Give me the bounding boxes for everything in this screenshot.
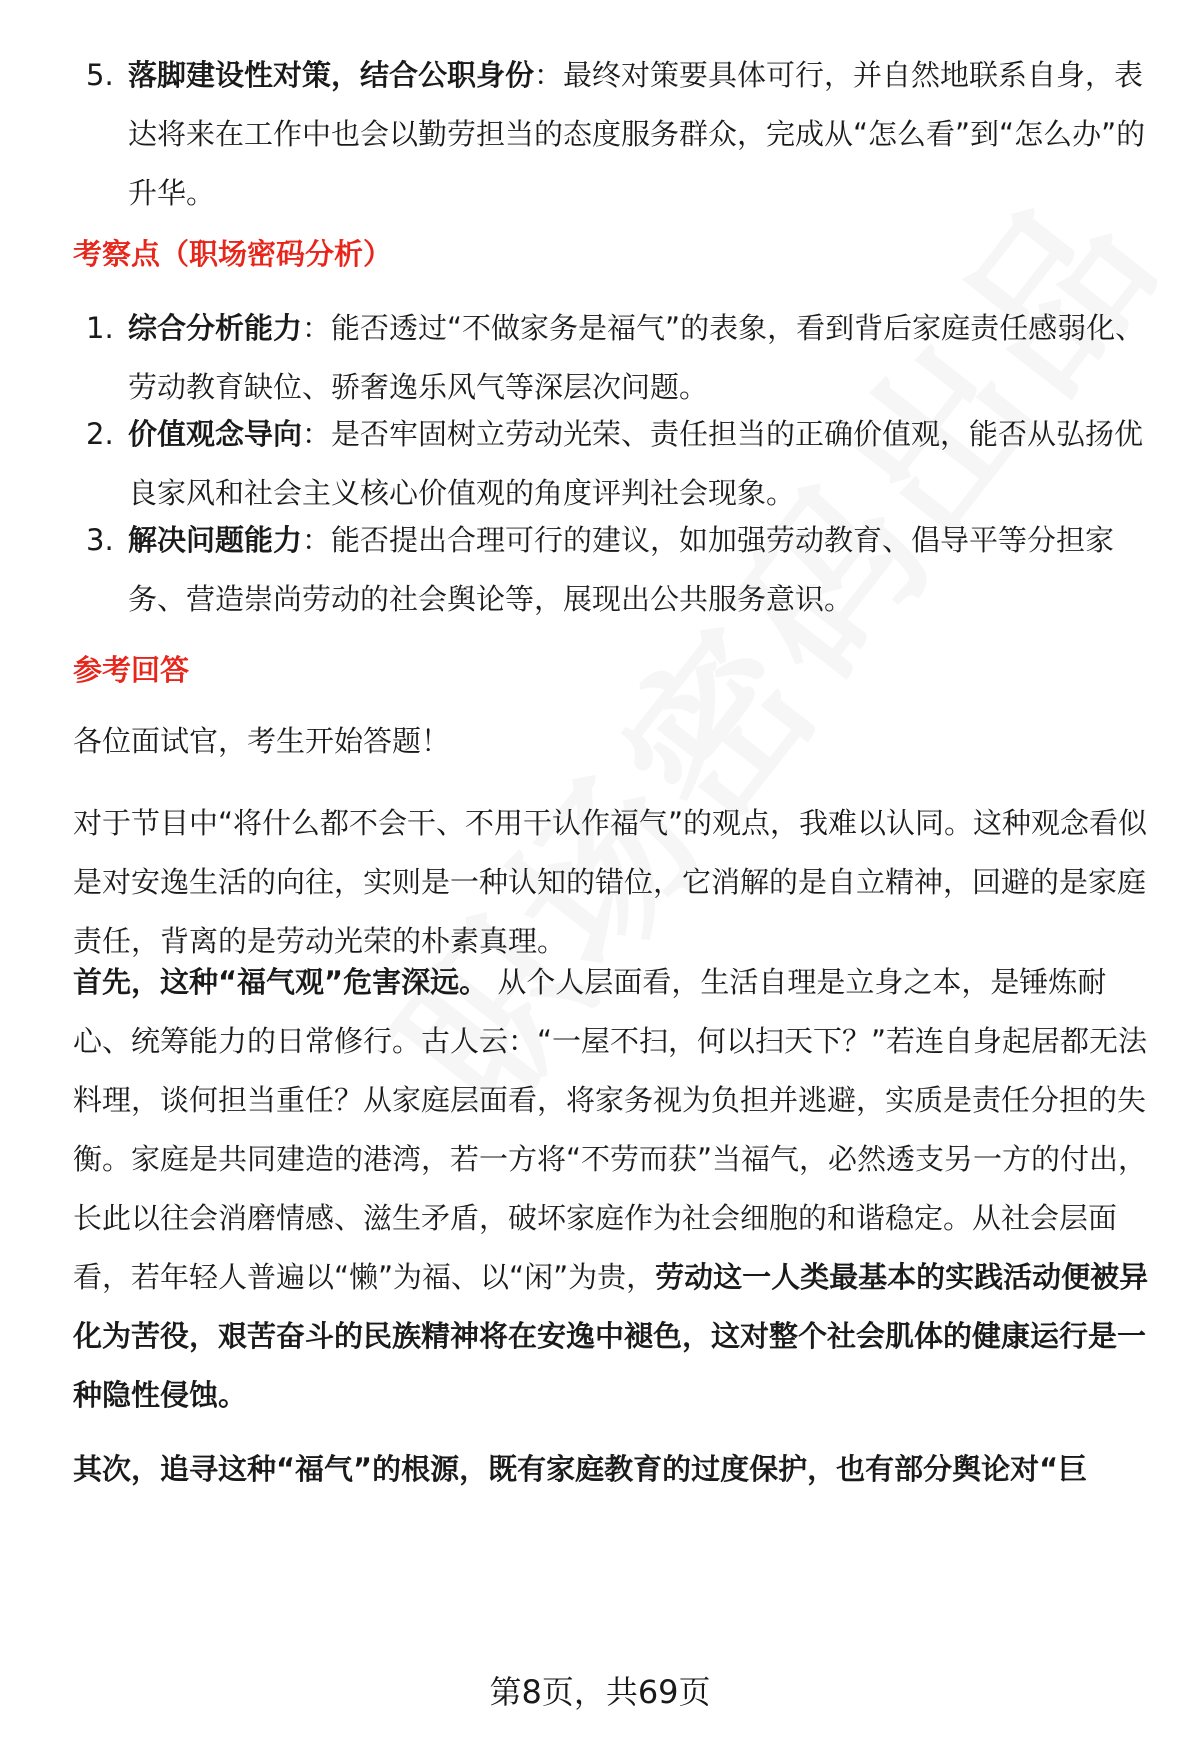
- paragraph-text: 从个人层面看，生活自理是立身之本，是锤炼耐心、统筹能力的日常修行。古人云：“一屋不扫，何以扫天下？”若连自身起居都无法料理，谈何担当重任？从家庭层面看，将家务视为负担并逃避，实质是责任分担的失衡。家庭是共同建造的港湾，若一方将“不劳而获”当福气，必然透支另一方的付出，长此以往会消磨情感、滋生矛盾，破坏家庭作为社会细胞的和谐稳定。从社会层面看，若年轻人普遍以“懒”为福、以“闲”为贵，: [73, 965, 1148, 1294]
- paragraph-first-point: [73, 953, 1163, 1425]
- paragraph-opening: 对于节目中“将什么都不会干、不用干认作福气”的观点，我难以认同。这种观念看似是对安逸生活的向往，实则是一种认知的错位，它消解的是自立精神，回避的是家庭责任，背离的是劳动光荣的朴素真理。: [73, 806, 1148, 958]
- list-number: 5.: [86, 58, 114, 92]
- list-item-text: ：是否牢固树立劳动光荣、责任担当的正确价值观，能否从弘扬优良家风和社会主义核心价值观的角度评判社会现象。: [128, 417, 1144, 510]
- paragraph-bold-lead: 其次，追寻这种“福气”的根源，既有家庭教育的过度保护，也有部分舆论对“巨: [73, 1452, 1088, 1486]
- list-item-bold: 价值观念导向: [128, 417, 303, 451]
- greeting-paragraph: 各位面试官，考生开始答题！: [73, 724, 451, 758]
- list-number: 3.: [86, 523, 114, 557]
- list-number: 1.: [86, 311, 114, 345]
- list-item-bold: 解决问题能力: [128, 523, 303, 557]
- list-item-3: [86, 511, 1146, 629]
- list-item-1: [86, 299, 1146, 417]
- list-item-text: ：能否透过“不做家务是福气”的表象，看到背后家庭责任感弱化、劳动教育缺位、骄奢逸乐风气等深层次问题。: [128, 311, 1145, 404]
- page-number-footer: 第8页，共69页: [489, 1673, 711, 1711]
- list-item-5: [86, 46, 1146, 223]
- list-item-bold: 综合分析能力: [128, 311, 303, 345]
- paragraph-bold-lead: 首先，这种“福气观”危害深远。: [73, 965, 489, 999]
- paragraph-second-point: [73, 1440, 1163, 1499]
- section-heading-reference-answer: 参考回答: [73, 653, 190, 687]
- list-item-text: ：最终对策要具体可行，并自然地联系自身，表达将来在工作中也会以勤劳担当的态度服务群众，完成从“怎么看”到“怎么办”的升华。: [128, 58, 1146, 210]
- list-item-bold: 落脚建设性对策，结合公职身份: [128, 58, 535, 92]
- section-heading-exam-points: 考察点（职场密码分析）: [73, 237, 393, 271]
- list-number: 2.: [86, 417, 114, 451]
- list-item-2: [86, 405, 1146, 523]
- paragraph-bold-conclusion: 劳动这一人类最基本的实践活动便被异化为苦役，艰苦奋斗的民族精神将在安逸中褪色，这对整个社会肌体的健康运行是一种隐性侵蚀。: [73, 1260, 1149, 1412]
- list-item-text: ：能否提出合理可行的建议，如加强劳动教育、倡导平等分担家务、营造崇尚劳动的社会舆论等，展现出公共服务意识。: [128, 523, 1115, 616]
